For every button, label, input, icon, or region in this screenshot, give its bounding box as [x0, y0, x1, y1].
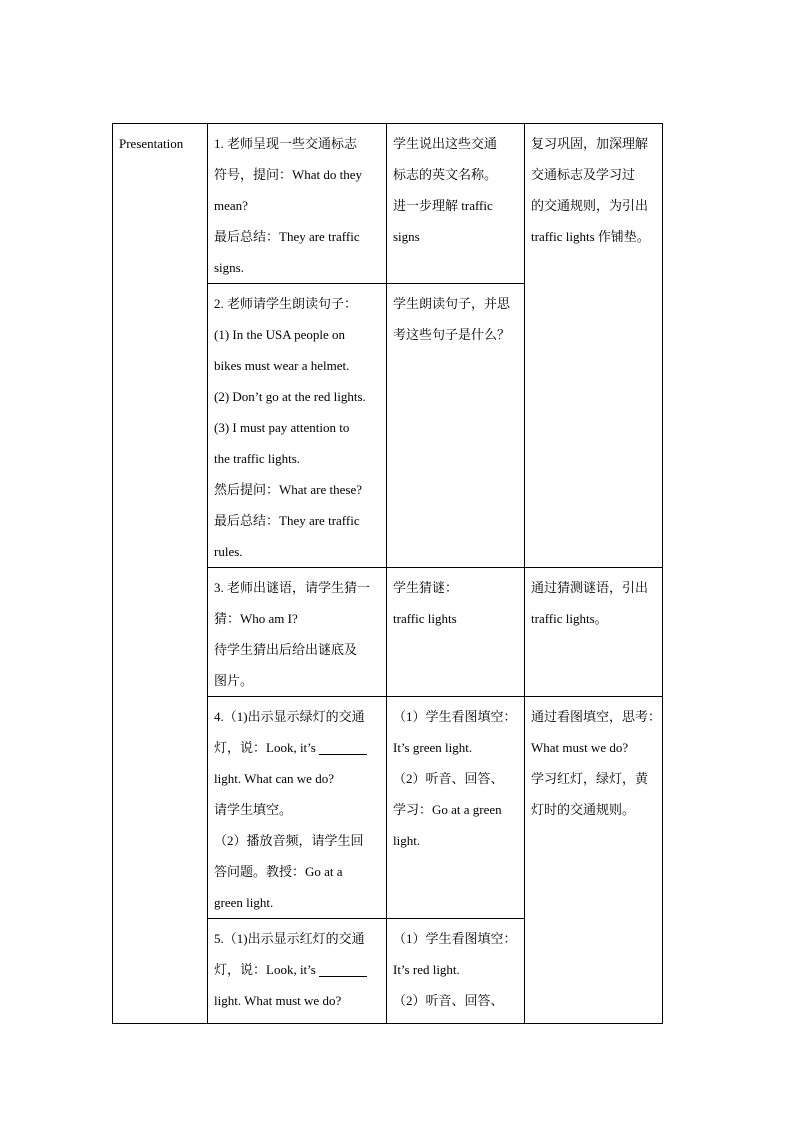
- text-line: light. What can we do?: [214, 771, 334, 786]
- lesson-plan-table: [112, 123, 663, 1024]
- text-line: 学习：Go at a green: [393, 802, 502, 817]
- student-activity-cell: [387, 124, 525, 284]
- text-line: mean?: [214, 198, 248, 213]
- text-line-with-blank: [214, 954, 380, 985]
- student-activity-cell: [387, 568, 525, 697]
- text-line: 学习红灯，绿灯，黄: [531, 771, 649, 786]
- text-line: light.: [393, 833, 421, 848]
- purpose-cell: [525, 697, 663, 1024]
- fill-in-blank: [319, 962, 367, 977]
- text-line: the traffic lights.: [214, 451, 301, 466]
- text-line: 学生猜谜：: [393, 580, 459, 595]
- fill-in-blank: [319, 740, 367, 755]
- text-line: 的交通规则，为引出: [531, 198, 649, 213]
- text-line: bikes must wear a helmet.: [214, 358, 350, 373]
- student-activity-cell: [387, 919, 525, 1024]
- text-line: 通过猜测谜语，引出: [531, 580, 649, 595]
- text-line: （2）播放音频，请学生回: [214, 833, 364, 848]
- text-line: 1. 老师呈现一些交通标志: [214, 136, 358, 151]
- text-line: 学生说出这些交通: [393, 136, 498, 151]
- student-activity-cell: [387, 284, 525, 568]
- text-line: 学生朗读句子，并思: [393, 296, 511, 311]
- text-line: 4.（1)出示显示绿灯的交通: [214, 709, 365, 724]
- text-line: light. What must we do?: [214, 993, 342, 1008]
- text-line: 灯时的交通规则。: [531, 802, 636, 817]
- text-line: (3) I must pay attention to: [214, 420, 350, 435]
- stage-cell: [113, 124, 208, 1024]
- text-line: 通过看图填空，思考：: [531, 709, 662, 724]
- text-line: green light.: [214, 895, 274, 910]
- text-segment: 灯，说：Look, it’s: [214, 962, 316, 977]
- text-line: signs.: [214, 260, 244, 275]
- teacher-activity-cell: [208, 697, 387, 919]
- stage-label: Presentation: [119, 136, 184, 151]
- text-line: 图片。: [214, 673, 254, 688]
- text-line: 猜：Who am I?: [214, 611, 298, 626]
- teacher-activity-cell: [208, 919, 387, 1024]
- text-segment: 灯，说：Look, it’s: [214, 740, 316, 755]
- text-line: 请学生填空。: [214, 802, 293, 817]
- text-line: It’s red light.: [393, 962, 460, 977]
- text-line: (2) Don’t go at the red lights.: [214, 389, 366, 404]
- text-line: traffic lights。: [531, 611, 608, 626]
- text-line: What must we do?: [531, 740, 629, 755]
- text-line: 2. 老师请学生朗读句子：: [214, 296, 358, 311]
- purpose-cell: [525, 124, 663, 568]
- text-line: 最后总结：They are traffic: [214, 229, 360, 244]
- text-line: （1）学生看图填空：: [393, 709, 517, 724]
- text-line: 5.（1)出示显示红灯的交通: [214, 931, 365, 946]
- teacher-activity-cell: [208, 568, 387, 697]
- text-line: traffic lights: [393, 611, 457, 626]
- text-line-with-blank: [214, 732, 380, 763]
- text-line: 答问题。教授：Go at a: [214, 864, 343, 879]
- text-line: （2）听音、回答、: [393, 993, 504, 1008]
- text-line: 复习巩固，加深理解: [531, 136, 649, 151]
- text-line: 标志的英文名称。: [393, 167, 498, 182]
- purpose-cell: [525, 568, 663, 697]
- text-line: 最后总结：They are traffic: [214, 513, 360, 528]
- student-activity-cell: [387, 697, 525, 919]
- text-line: （1）学生看图填空：: [393, 931, 517, 946]
- text-line: （2）听音、回答、: [393, 771, 504, 786]
- text-line: (1) In the USA people on: [214, 327, 346, 342]
- text-line: 符号，提问：What do they: [214, 167, 363, 182]
- text-line: 交通标志及学习过: [531, 167, 636, 182]
- text-line: 3. 老师出谜语，请学生猜一: [214, 580, 371, 595]
- text-line: rules.: [214, 544, 243, 559]
- teacher-activity-cell: [208, 284, 387, 568]
- text-line: 待学生猜出后给出谜底及: [214, 642, 358, 657]
- text-line: signs: [393, 229, 420, 244]
- text-line: 然后提问：What are these?: [214, 482, 363, 497]
- text-line: 进一步理解 traffic: [393, 198, 493, 213]
- text-line: It’s green light.: [393, 740, 473, 755]
- teacher-activity-cell: [208, 124, 387, 284]
- text-line: traffic lights 作铺垫。: [531, 229, 650, 244]
- text-line: 考这些句子是什么？: [393, 327, 511, 342]
- table-row: [113, 124, 663, 284]
